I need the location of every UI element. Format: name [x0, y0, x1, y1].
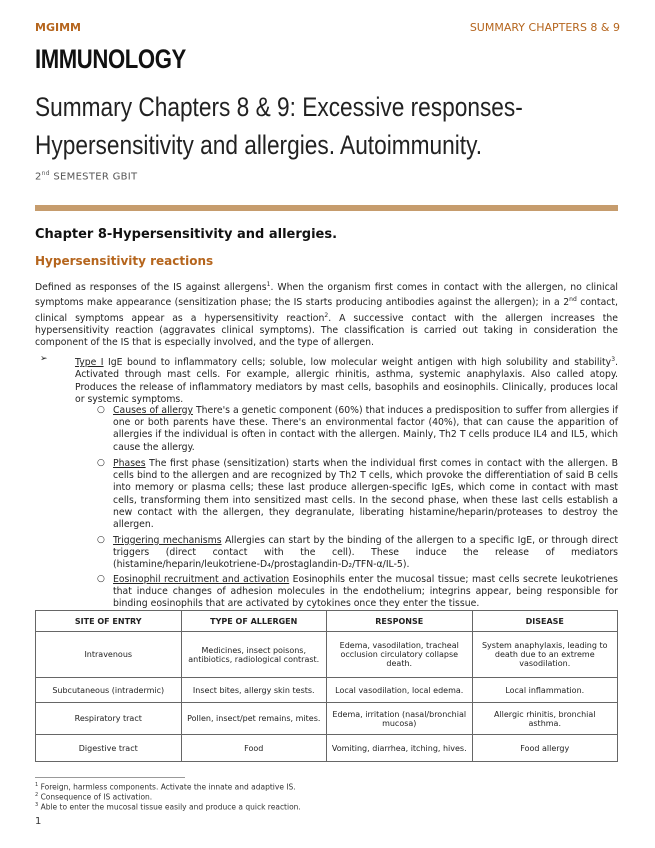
- type1-paragraph: Type I IgE bound to inflammatory cells; soluble, low molecular weight antigen with high solubility and stability$^3$. Activated through mast cells. For example, allergic rhinitis, asthma, systemic anaphylaxis. Also called atopy. Produces the release of inflammatory mediators by mast cells, basophils and eosinophils. Clinically, produces local or systemic symptoms.: [75, 356, 618, 405]
- table-cell: Food allergy: [472, 735, 618, 762]
- circle-bullet-icon: ○: [97, 458, 105, 468]
- causes-paragraph: Causes of allergy There's a genetic component (60%) that induces a predisposition to suffer from allergies if one or both parents have these. There's an environmental factor (40%), that can cause the apparition of allergies if the individual is often in contact with the allergen. Mainly, Th2 T cells produce IL4 and IL5, which cause the allergy.: [113, 405, 618, 453]
- table-cell: Allergic rhinitis, bronchial asthma.: [472, 703, 618, 735]
- table-cell: Food: [181, 735, 327, 762]
- circle-bullet-icon: ○: [97, 535, 105, 545]
- triggering-paragraph: Triggering mechanisms Allergies can start by the binding of the allergen to a specific IgE, or through direct triggers (direct contact with the cell). These induce the release of mediators (histamine/heparin/leukotriene-D₄/prostaglandin-D₂/TFN-α/IL-5).: [113, 535, 618, 571]
- section-heading: Hypersensitivity reactions: [35, 254, 214, 268]
- circle-bullet-icon: ○: [97, 574, 105, 584]
- footnote-item: $^3$ Able to enter the mucosal tissue easily and produce a quick reaction.: [35, 802, 301, 812]
- semester-label: 2nd SEMESTER GBIT: [35, 170, 138, 183]
- table-cell: Medicines, insect poisons, antibiotics, radiological contrast.: [181, 632, 327, 678]
- table-cell: Digestive tract: [36, 735, 182, 762]
- header-right: SUMMARY CHAPTERS 8 & 9: [469, 21, 620, 34]
- footnote-item: $^2$ Consequence of IS activation.: [35, 792, 153, 802]
- intro-paragraph: Defined as responses of the IS against allergens$^1$. When the organism first comes in contact with the allergen, no clinical symptoms make appearance (sensitization phase; the IS starts producing antibodies against the allergen); in a 2nd contact, clinical symptoms appear as a hypersensitivity reaction$^2$. A successive contact with the allergen increases the hypersensitivity reaction (aggravates clinical symptoms). The classification is carried out taking in consideration the component of the IS that is especially involved, and the type of allergen.: [35, 281, 619, 349]
- document-title: IMMUNOLOGY: [35, 44, 186, 74]
- table-header: TYPE OF ALLERGEN: [181, 611, 327, 632]
- table-cell: Pollen, insect/pet remains, mites.: [181, 703, 327, 735]
- table-row: [36, 735, 618, 762]
- table-header-row: [36, 611, 618, 632]
- table-cell: Vomiting, diarrhea, itching, hives.: [327, 735, 473, 762]
- table-cell: Respiratory tract: [36, 703, 182, 735]
- page-number: 1: [35, 816, 42, 827]
- table-cell: Intravenous: [36, 632, 182, 678]
- table-cell: Edema, vasodilation, tracheal occlusion circulatory collapse death.: [327, 632, 473, 678]
- table-row: [36, 632, 618, 678]
- table-header: SITE OF ENTRY: [36, 611, 182, 632]
- allergy-table: [35, 610, 618, 762]
- arrow-bullet-icon: ➢: [40, 354, 48, 364]
- table-row: [36, 678, 618, 703]
- table-header: DISEASE: [472, 611, 618, 632]
- table-cell: Insect bites, allergy skin tests.: [181, 678, 327, 703]
- circle-bullet-icon: ○: [97, 405, 105, 415]
- table-cell: Local vasodilation, local edema.: [327, 678, 473, 703]
- eosinophil-paragraph: Eosinophil recruitment and activation Eosinophils enter the mucosal tissue; mast cells secrete leukotrienes that induce changes of adhesion molecules in the endothelium; integrins appear, being responsible for binding eosinophils that are activated by cytokines once they enter the tissue.: [113, 574, 618, 610]
- table-cell: System anaphylaxis, leading to death due to an extreme vasodilation.: [472, 632, 618, 678]
- header-left: MGIMM: [35, 21, 81, 34]
- document-subtitle: Summary Chapters 8 & 9: Excessive responses-Hypersensitivity and allergies. Autoimmunity.: [35, 92, 523, 160]
- table-row: [36, 703, 618, 735]
- footnote-divider: [35, 777, 185, 778]
- table-header: RESPONSE: [327, 611, 473, 632]
- table-cell: Edema, irritation (nasal/bronchial mucosa): [327, 703, 473, 735]
- header-divider: [35, 205, 618, 211]
- phases-paragraph: Phases The first phase (sensitization) starts when the individual first comes in contact with the allergen. B cells bind to the allergen and are recognized by Th2 T cells, which provoke the differentiation of said B cells into memory or plasma cells; these last produce allergen-specific IgEs, which come in contact with mast cells, transforming them into sensitized mast cells. In the second phase, when these last cells establish a new contact with the allergen, they degranulate, liberating histamine/heparin/proteases to destroy the allergen.: [113, 458, 618, 531]
- chapter-heading: Chapter 8-Hypersensitivity and allergies.: [35, 227, 338, 242]
- table-cell: Subcutaneous (intradermic): [36, 678, 182, 703]
- footnote-item: $^1$ Foreign, harmless components. Activate the innate and adaptive IS.: [35, 782, 296, 792]
- table-cell: Local inflammation.: [472, 678, 618, 703]
